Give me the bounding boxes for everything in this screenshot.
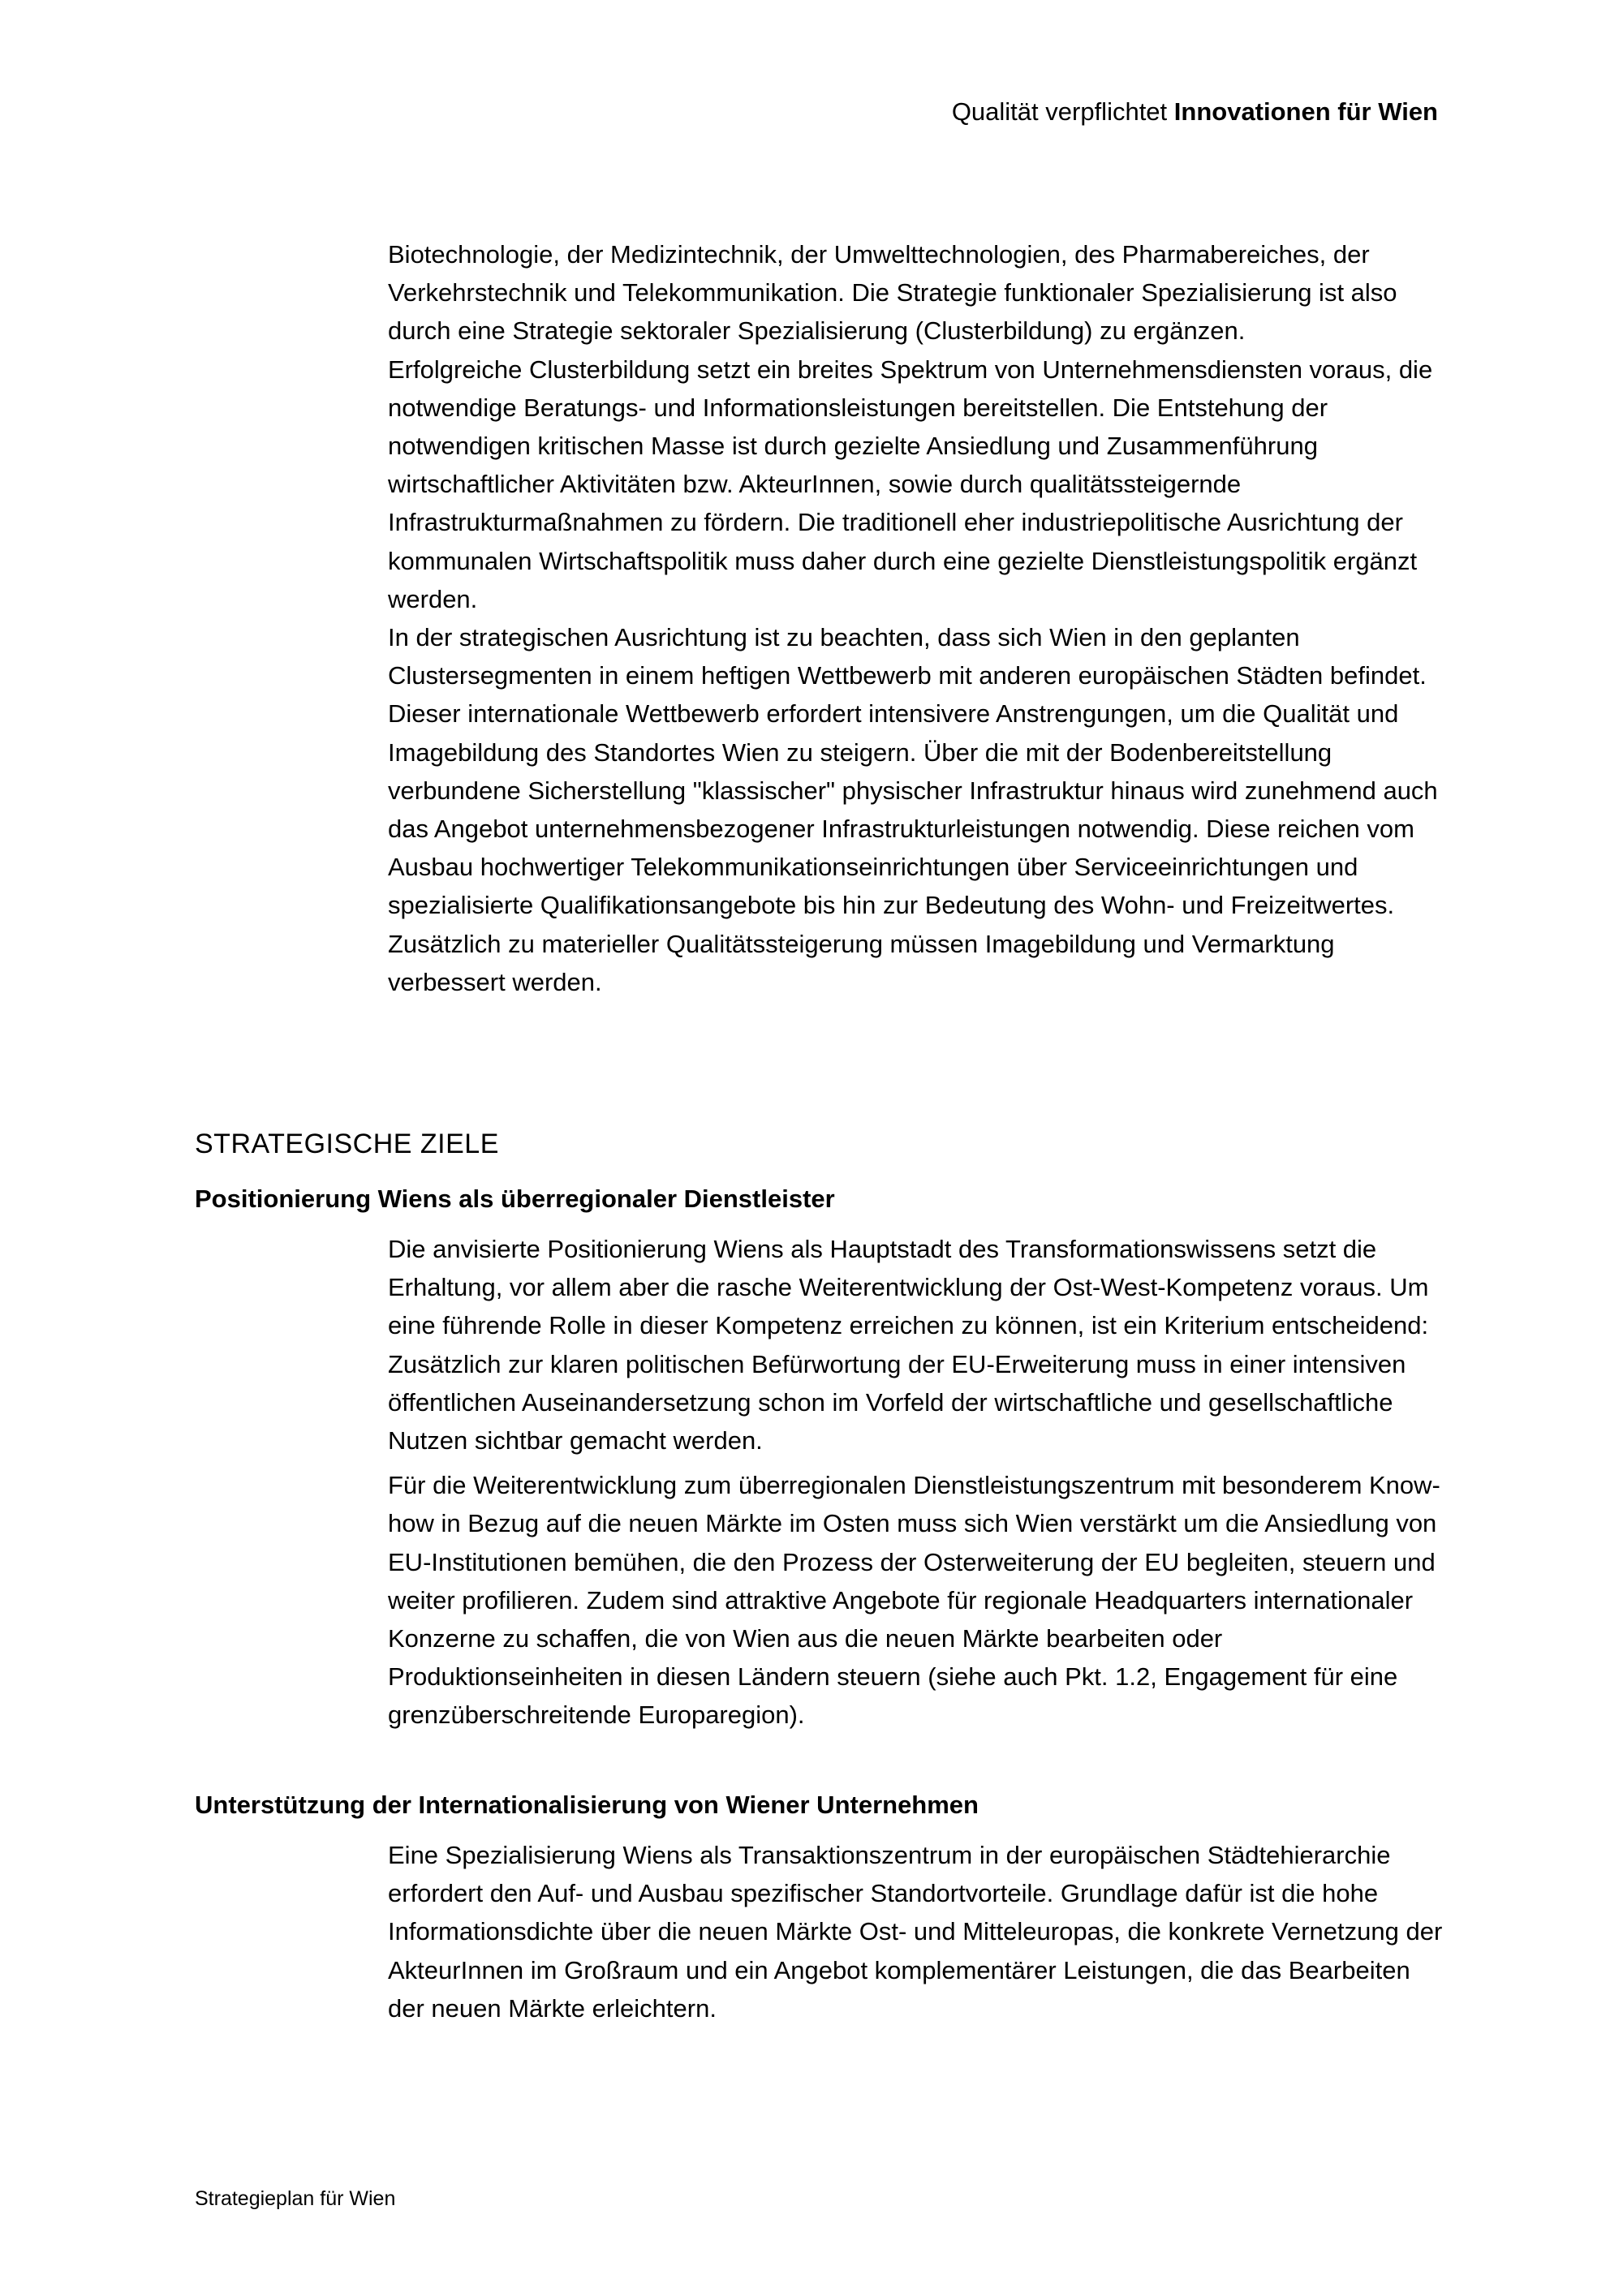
intro-text-block	[388, 235, 1443, 1001]
intro-paragraph-3: In der strategischen Ausrichtung ist zu beachten, dass sich Wien in den geplanten Clustersegmenten in einem heftigen Wettbewerb mit anderen europäischen Städten befindet. Dieser internationale Wettbewerb erfordert intensivere Anstrengungen, um die Qualität und Imagebildung des Standortes Wien zu steigern. Über die mit der Bodenbereitstellung verbundene Sicherstellung "klassischer" physischer Infrastruktur hinaus wird zunehmend auch das Angebot unternehmensbezogener Infrastrukturleistungen notwendig. Diese reichen vom Ausbau hochwertiger Telekommunikationseinrichtungen über Serviceeinrichtungen und spezialisierte Qualifikationsangebote bis hin zur Bedeutung des Wohn- und Freizeitwertes. Zusätzlich zu materieller Qualitätssteigerung müssen Imagebildung und Vermarktung verbessert werden.	[388, 623, 1438, 996]
intro-paragraph-2: Erfolgreiche Clusterbildung setzt ein breites Spektrum von Unternehmensdiensten voraus, die notwendige Beratungs- und Informationsleistungen bereitstellen. Die Entstehung der notwendigen kritischen Masse ist durch gezielte Ansiedlung und Zusammenführung wirtschaftlicher Aktivitäten bzw. AkteurInnen, sowie durch qualitätssteigernde Infrastrukturmaßnahmen zu fördern. Die traditionell eher industriepolitische Ausrichtung der kommunalen Wirtschaftspolitik muss daher durch eine gezielte Dienstleistungspolitik ergänzt werden.	[388, 355, 1433, 613]
subsection-paragraph: Die anvisierte Positionierung Wiens als Hauptstadt des Transformationswissens setzt die Erhaltung, vor allem aber die rasche Weiterentwicklung der Ost-West-Kompetenz voraus. Um eine führende Rolle in dieser Kompetenz erreichen zu können, ist ein Kriterium entscheidend: Zusätzlich zur klaren politischen Befürwortung der EU-Erweiterung muss in einer intensiven öffentlichen Auseinandersetzung schon im Vorfeld der wirtschaftliche und gesellschaftliche Nutzen sichtbar gemacht werden.	[388, 1235, 1429, 1455]
subsection-text-internationalisierung	[388, 1836, 1443, 2027]
header-prefix: Qualität verpflichtet	[951, 97, 1174, 126]
header-title: Innovationen für Wien	[1173, 97, 1438, 126]
subsection-title-positionierung: Positionierung Wiens als überregionaler Dienstleister	[195, 1185, 835, 1213]
intro-paragraph-1: Biotechnologie, der Medizintechnik, der Umwelttechnologien, des Pharmabereiches, der Verkehrstechnik und Telekommunikation. Die Strategie funktionaler Spezialisierung ist also durch eine Strategie sektoraler Spezialisierung (Clusterbildung) zu ergänzen.	[388, 240, 1397, 346]
subsection-paragraph: Für die Weiterentwicklung zum überregionalen Dienstleistungszentrum mit besonderem Know-how in Bezug auf die neuen Märkte im Osten muss sich Wien verstärkt um die Ansiedlung von EU-Institutionen bemühen, die den Prozess der Osterweiterung der EU begleiten, steuern und weiter profilieren. Zudem sind attraktive Angebote für regionale Headquarters internationaler Konzerne zu schaffen, die von Wien aus die neuen Märkte bearbeiten oder Produktionseinheiten in diesen Ländern steuern (siehe auch Pkt. 1.2, Engagement für eine grenzüberschreitende Europaregion).	[388, 1471, 1440, 1730]
page-header	[952, 96, 1438, 128]
subsection-text-positionierung	[388, 1230, 1443, 1735]
subsection-paragraph: Eine Spezialisierung Wiens als Transaktionszentrum in der europäischen Städtehierarchie erfordert den Auf- und Ausbau spezifischer Standortvorteile. Grundlage dafür ist die hohe Informationsdichte über die neuen Märkte Ost- und Mitteleuropas, die konkrete Vernetzung der AkteurInnen im Großraum und ein Angebot komplementärer Leistungen, die das Bearbeiten der neuen Märkte erleichtern.	[388, 1841, 1443, 2023]
section-heading: STRATEGISCHE ZIELE	[195, 1129, 499, 1159]
page-footer: Strategieplan für Wien	[195, 2187, 396, 2210]
subsection-title-internationalisierung: Unterstützung der Internationalisierung von Wiener Unternehmen	[195, 1791, 979, 1819]
